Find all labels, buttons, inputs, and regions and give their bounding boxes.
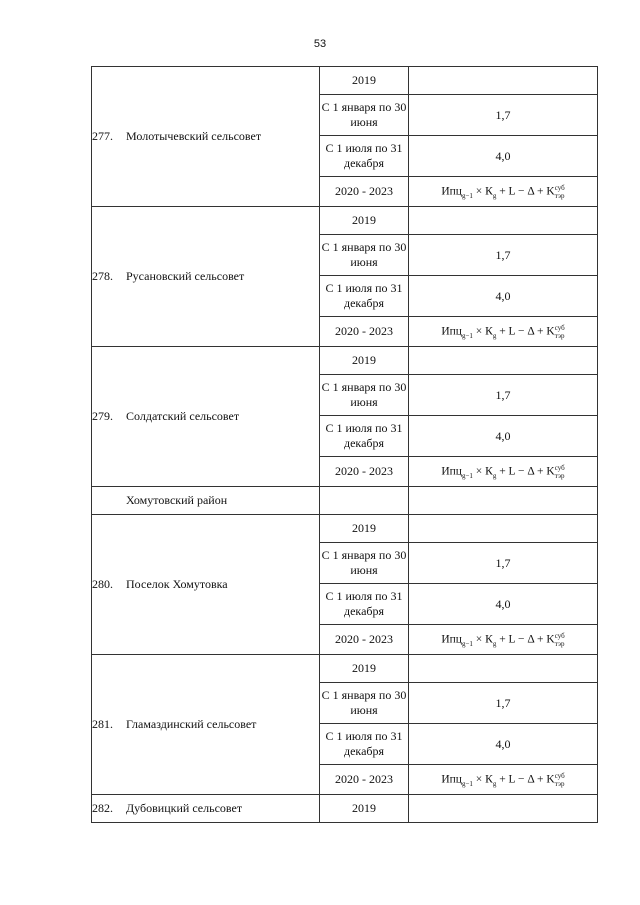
formula-cell	[409, 177, 598, 207]
entry-name-cell	[92, 347, 320, 487]
formula-k-indices	[555, 632, 565, 648]
entry-year-row	[92, 795, 598, 823]
tariff-table	[91, 66, 598, 823]
formula-tail: + L − Δ + K	[496, 773, 555, 786]
formula-mid-sub: g	[492, 639, 497, 648]
year-cell: 2019	[320, 515, 409, 543]
entry-number: 279.	[92, 409, 113, 423]
formula-k-sup: суб	[554, 463, 565, 472]
entry-year-row	[92, 67, 598, 95]
formula-tail: + L − Δ + K	[496, 633, 555, 646]
entry-year-row	[92, 655, 598, 683]
formula-mid: × К	[472, 633, 493, 646]
formula-base-sub: g−1	[461, 331, 473, 340]
entry-name: Солдатский сельсовет	[126, 409, 240, 423]
formula-mid: × К	[472, 773, 493, 786]
district-name-cell	[92, 487, 320, 515]
year-cell: 2019	[320, 347, 409, 375]
formula-tail: + L − Δ + K	[496, 325, 555, 338]
formula-k-indices	[555, 324, 565, 340]
index-value-cell: 4,0	[409, 276, 598, 317]
entry-year-row	[92, 347, 598, 375]
formula-k-sub: тэр	[554, 471, 565, 480]
entry-year-row	[92, 515, 598, 543]
formula-cell	[409, 457, 598, 487]
year-range-cell: 2020 - 2023	[320, 457, 409, 487]
entry-name-cell	[92, 67, 320, 207]
formula-k-sup: суб	[554, 323, 565, 332]
entry-name-cell	[92, 207, 320, 347]
district-row	[92, 487, 598, 515]
district-name: Хомутовский район	[126, 493, 228, 507]
formula-tail: + L − Δ + K	[496, 465, 555, 478]
year-range-cell: 2020 - 2023	[320, 625, 409, 655]
formula-base-sub: g−1	[461, 191, 473, 200]
empty-cell	[409, 795, 598, 823]
empty-cell	[409, 655, 598, 683]
period-cell: С 1 июля по 31 декабря	[320, 136, 409, 177]
entry-name: Дубовицкий сельсовет	[126, 801, 243, 815]
formula-k-indices	[555, 464, 565, 480]
formula-base-sub: g−1	[461, 471, 473, 480]
entry-name-cell	[92, 515, 320, 655]
formula-mid: × К	[472, 465, 493, 478]
index-value-cell: 1,7	[409, 543, 598, 584]
entry-name: Молотычевский сельсовет	[126, 129, 262, 143]
formula-k-sup: суб	[554, 771, 565, 780]
entry-name: Русановский сельсовет	[126, 269, 245, 283]
entry-number: 278.	[92, 269, 113, 283]
formula-base: Ипц	[441, 633, 462, 646]
formula-k-indices	[555, 184, 565, 200]
entry-name: Гламаздинский сельсовет	[126, 717, 257, 731]
formula-cell	[409, 765, 598, 795]
empty-cell	[409, 67, 598, 95]
period-cell: С 1 июля по 31 декабря	[320, 276, 409, 317]
year-cell: 2019	[320, 67, 409, 95]
page-number: 53	[313, 38, 327, 50]
formula-base: Ипц	[441, 465, 462, 478]
entry-number: 281.	[92, 717, 113, 731]
period-cell: С 1 января по 30 июня	[320, 683, 409, 724]
year-range-cell: 2020 - 2023	[320, 177, 409, 207]
index-value-cell: 1,7	[409, 95, 598, 136]
empty-cell	[409, 515, 598, 543]
index-value-cell: 4,0	[409, 584, 598, 625]
index-value-cell: 4,0	[409, 136, 598, 177]
formula-mid: × К	[472, 185, 493, 198]
entry-year-row	[92, 207, 598, 235]
formula-k-sub: тэр	[554, 779, 565, 788]
period-cell: С 1 января по 30 июня	[320, 95, 409, 136]
entry-name: Поселок Хомутовка	[126, 577, 228, 591]
formula-cell	[409, 625, 598, 655]
formula-mid-sub: g	[492, 779, 497, 788]
formula-mid-sub: g	[492, 471, 497, 480]
formula-k-sub: тэр	[554, 331, 565, 340]
formula-cell	[409, 317, 598, 347]
formula-base-sub: g−1	[461, 639, 473, 648]
index-value-cell: 1,7	[409, 235, 598, 276]
index-value-cell: 1,7	[409, 683, 598, 724]
formula-mid-sub: g	[492, 331, 497, 340]
formula-mid-sub: g	[492, 191, 497, 200]
period-cell: С 1 июля по 31 декабря	[320, 584, 409, 625]
empty-cell	[320, 487, 409, 515]
formula-k-sup: суб	[554, 631, 565, 640]
entry-number: 277.	[92, 129, 113, 143]
formula-mid: × К	[472, 325, 493, 338]
formula-k-sub: тэр	[554, 191, 565, 200]
entry-number: 280.	[92, 577, 113, 591]
formula-tail: + L − Δ + K	[496, 185, 555, 198]
index-value-cell: 1,7	[409, 375, 598, 416]
year-cell: 2019	[320, 207, 409, 235]
period-cell: С 1 января по 30 июня	[320, 543, 409, 584]
empty-cell	[409, 487, 598, 515]
period-cell: С 1 января по 30 июня	[320, 235, 409, 276]
year-cell: 2019	[320, 795, 409, 823]
entry-name-cell	[92, 795, 320, 823]
formula-k-indices	[555, 772, 565, 788]
year-range-cell: 2020 - 2023	[320, 765, 409, 795]
formula-base: Ипц	[441, 325, 462, 338]
period-cell: С 1 января по 30 июня	[320, 375, 409, 416]
period-cell: С 1 июля по 31 декабря	[320, 416, 409, 457]
period-cell: С 1 июля по 31 декабря	[320, 724, 409, 765]
empty-cell	[409, 347, 598, 375]
year-cell: 2019	[320, 655, 409, 683]
empty-cell	[409, 207, 598, 235]
formula-base: Ипц	[441, 185, 462, 198]
formula-k-sup: суб	[554, 183, 565, 192]
year-range-cell: 2020 - 2023	[320, 317, 409, 347]
index-value-cell: 4,0	[409, 724, 598, 765]
index-value-cell: 4,0	[409, 416, 598, 457]
entry-number: 282.	[92, 801, 113, 815]
formula-k-sub: тэр	[554, 639, 565, 648]
tariff-table-body	[92, 67, 598, 823]
formula-base-sub: g−1	[461, 779, 473, 788]
formula-base: Ипц	[441, 773, 462, 786]
entry-name-cell	[92, 655, 320, 795]
